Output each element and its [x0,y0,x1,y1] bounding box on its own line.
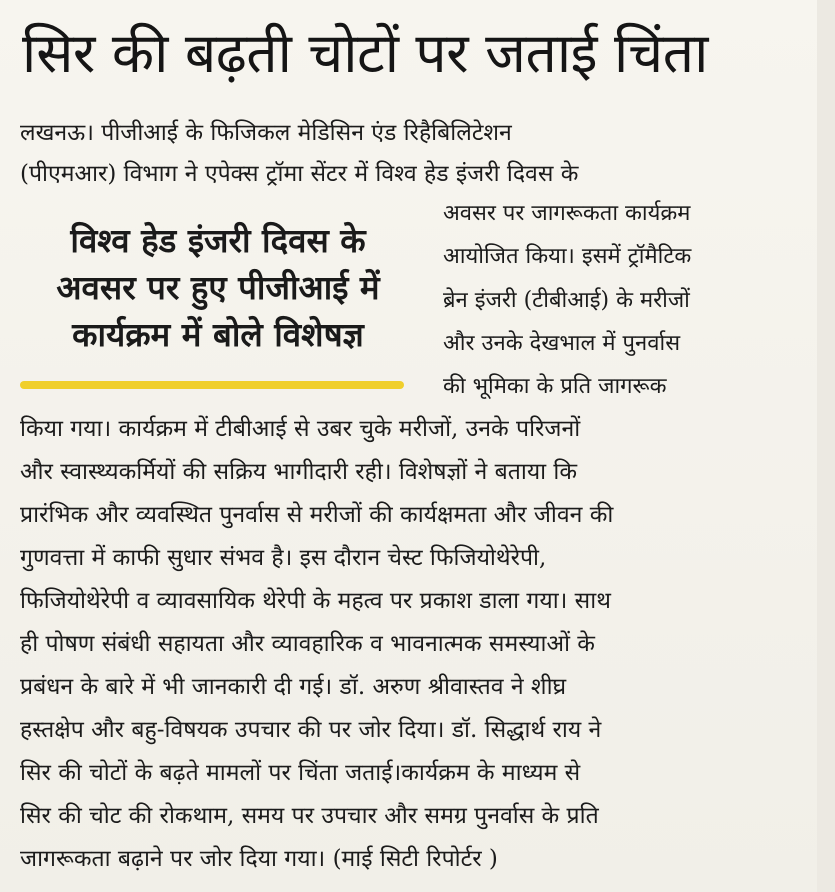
body-line: और स्वास्थ्यकर्मियों की सक्रिय भागीदारी रही। विशेषज्ञों ने बताया कि [20,459,578,485]
side-column-line: और उनके देखभाल में पुनर्वास [443,331,681,356]
side-column-line: की भूमिका के प्रति जागरूक [443,374,667,399]
side-column-line: ब्रेन इंजरी (टीबीआई) के मरीजों [443,288,690,313]
subheadline-line: विश्व हेड इंजरी दिवस के [70,221,366,260]
subheadline-line: कार्यक्रम में बोले विशेषज्ञ [72,315,364,354]
body-line: गुणवत्ता में काफी सुधार संभव है। इस दौरान चेस्ट फिजियोथेरेपी, [20,545,547,571]
subheadline-underline [20,381,404,389]
body-line: सिर की चोट की रोकथाम, समय पर उपचार और समग्र पुनर्वास के प्रति [20,803,599,829]
body-line: हस्तक्षेप और बहु-विषयक उपचार की पर जोर दिया। डॉ. सिद्धार्थ राय ने [20,717,602,743]
side-column-line: आयोजित किया। इसमें ट्रॉमैटिक [443,244,692,269]
body-line: फिजियोथेरेपी व व्यावसायिक थेरेपी के महत्व पर प्रकाश डाला गया। साथ [20,588,611,614]
intro-line: (पीएमआर) विभाग ने एपेक्स ट्रॉमा सेंटर में विश्व हेड इंजरी दिवस के [20,161,579,187]
body-line: सिर की चोटों के बढ़ते मामलों पर चिंता जताई।कार्यक्रम के माध्यम से [20,760,581,786]
body-line: प्रारंभिक और व्यवस्थित पुनर्वास से मरीजों की कार्यक्षमता और जीवन की [20,502,614,528]
body-line: जागरूकता बढ़ाने पर जोर दिया गया। (माई सिटी रिपोर्टर ) [20,846,498,872]
body-line: ही पोषण संबंधी सहायता और व्यावहारिक व भावनात्मक समस्याओं के [20,631,595,657]
body-line: किया गया। कार्यक्रम में टीबीआई से उबर चुके मरीजों, उनके परिजनों [20,416,581,442]
page-edge [817,0,835,892]
headline: सिर की बढ़ती चोटों पर जताई चिंता [22,21,708,85]
subheadline-line: अवसर पर हुए पीजीआई में [56,268,380,307]
side-column-line: अवसर पर जागरूकता कार्यक्रम [443,201,691,226]
body-line: प्रबंधन के बारे में भी जानकारी दी गई। डॉ. अरुण श्रीवास्तव ने शीघ्र [20,674,567,700]
intro-line: लखनऊ। पीजीआई के फिजिकल मेडिसिन एंड रिहैबिलिटेशन [20,120,512,146]
